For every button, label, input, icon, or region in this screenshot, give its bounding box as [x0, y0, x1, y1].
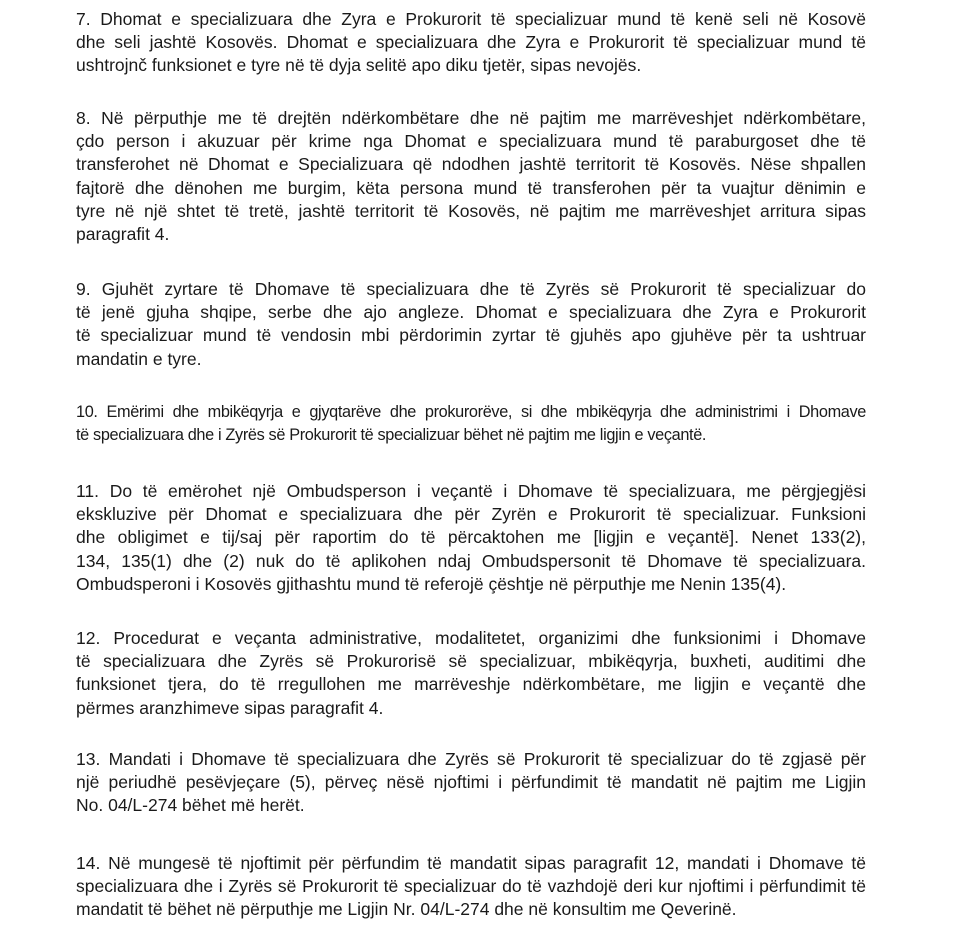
- paragraph-line: 14. Në mungesë të njoftimit për përfundim të mandatit sipas paragrafit 12, mandati i Dhomave të: [76, 853, 866, 873]
- paragraph-14: [76, 852, 866, 922]
- paragraph-line: ushtrojnč funksionet e tyre në të dyja selitë apo diku tjetër, sipas nevojës.: [76, 55, 642, 76]
- paragraph-13: [76, 748, 866, 818]
- paragraph-line: No. 04/L-274 bëhet më herët.: [76, 795, 305, 816]
- paragraph-line: të specializuara dhe i Zyrës së Prokurorit të specializuar bëhet në pajtim me ligjin e veçantë.: [76, 426, 707, 445]
- paragraph-line: 7. Dhomat e specializuara dhe Zyra e Prokurorit të specializuar mund të kenë seli në Kosovë: [76, 9, 866, 29]
- paragraph-line: Ombudsperoni i Kosovës gjithashtu mund të referojë çështje në përputhje me Nenin 135(4).: [76, 573, 787, 594]
- paragraph-line: përmes aranzhimeve sipas paragrafit 4.: [76, 697, 384, 718]
- paragraph-line: mandatin e tyre.: [76, 348, 202, 369]
- paragraph-line: dhe seli jashtë Kosovës. Dhomat e specializuara dhe Zyra e Prokurorit të specializuar mund të: [76, 32, 866, 53]
- paragraph-line: 13. Mandati i Dhomave të specializuara dhe Zyrës së Prokurorit të specializuar do të zgjasë për: [76, 749, 866, 769]
- paragraph-line: transferohet në Dhomat e Specializuara që ndodhen jashtë territorit të Kosovës. Nëse shpallen: [76, 154, 866, 175]
- paragraph-line: fajtorë dhe dënohen me burgim, këta persona mund të transferohen për ta vuajtur dënimin e: [76, 177, 866, 198]
- paragraph-11: [76, 480, 866, 596]
- paragraph-line: 10. Emërimi dhe mbikëqyrja e gjyqtarëve dhe prokurorëve, si dhe mbikëqyrja dhe administrimi i Dhomave: [76, 403, 866, 421]
- paragraph-line: 134, 135(1) dhe (2) nuk do të aplikohen ndaj Ombudspersonit të Dhomave të specializuara.: [76, 550, 866, 571]
- paragraph-line: të specializuara dhe Zyrës së Prokurorisë së specializuar, mbikëqyrja, buxheti, auditimi dhe: [76, 651, 866, 672]
- paragraph-line: tyre në një shtet të tretë, jashtë territorit të Kosovës, në pajtim me marrëveshjet arritura sipas: [76, 200, 866, 221]
- paragraph-8: [76, 107, 866, 246]
- paragraph-7: [76, 8, 866, 78]
- paragraph-line: 9. Gjuhët zyrtare të Dhomave të specializuara dhe të Zyrës së Prokurorit të specializuar do: [76, 279, 866, 299]
- paragraph-line: dhe obligimet e tij/saj për raportim do të përcaktohen me [ligjin e veçantë]. Nenet 133(2),: [76, 527, 866, 548]
- paragraph-line: specializuara dhe i Zyrës së Prokurorit të specializuar do të vazhdojë deri kur njoftimi i përfundimit të: [76, 876, 866, 897]
- paragraph-9: [76, 278, 866, 371]
- paragraph-line: çdo person i akuzuar për krime nga Dhomat e specializuara mund të paraburgoset dhe të: [76, 131, 866, 152]
- paragraph-line: të specializuar mund të vendosin mbi përdorimin zyrtar të gjuhës apo gjuhëve për ta ushtruar: [76, 325, 866, 346]
- paragraph-12: [76, 627, 866, 720]
- paragraph-10: [76, 401, 866, 447]
- paragraph-line: paragrafit 4.: [76, 224, 170, 245]
- paragraph-line: ekskluzive për Dhomat e specializuara dhe për Zyrën e Prokurorit të specializuar. Funksioni: [76, 504, 866, 525]
- paragraph-line: 11. Do të emërohet një Ombudsperson i veçantë i Dhomave të specializuara, me përgjegjësi: [76, 481, 866, 501]
- paragraph-line: 12. Procedurat e veçanta administrative, modalitetet, organizimi dhe funksionimi i Dhomave: [76, 628, 866, 648]
- paragraph-line: një periudhë pesëvjeçare (5), përveç nësë njoftimi i përfundimit të mandatit në pajtim me Ligjin: [76, 772, 866, 793]
- paragraph-line: 8. Në përputhje me të drejtën ndërkombëtare dhe në pajtim me marrëveshjet ndërkombëtare,: [76, 108, 866, 128]
- paragraph-line: funksionet tjera, do të rregullohen me marrëveshje ndërkombëtare, me ligjin e veçantë dhe: [76, 674, 866, 695]
- paragraph-line: mandatit të bëhet në përputhje me Ligjin Nr. 04/L-274 dhe në konsultim me Qeverinë.: [76, 899, 737, 920]
- paragraph-line: të jenë gjuha shqipe, serbe dhe ajo angleze. Dhomat e specializuara dhe Zyra e Prokurorit: [76, 302, 866, 323]
